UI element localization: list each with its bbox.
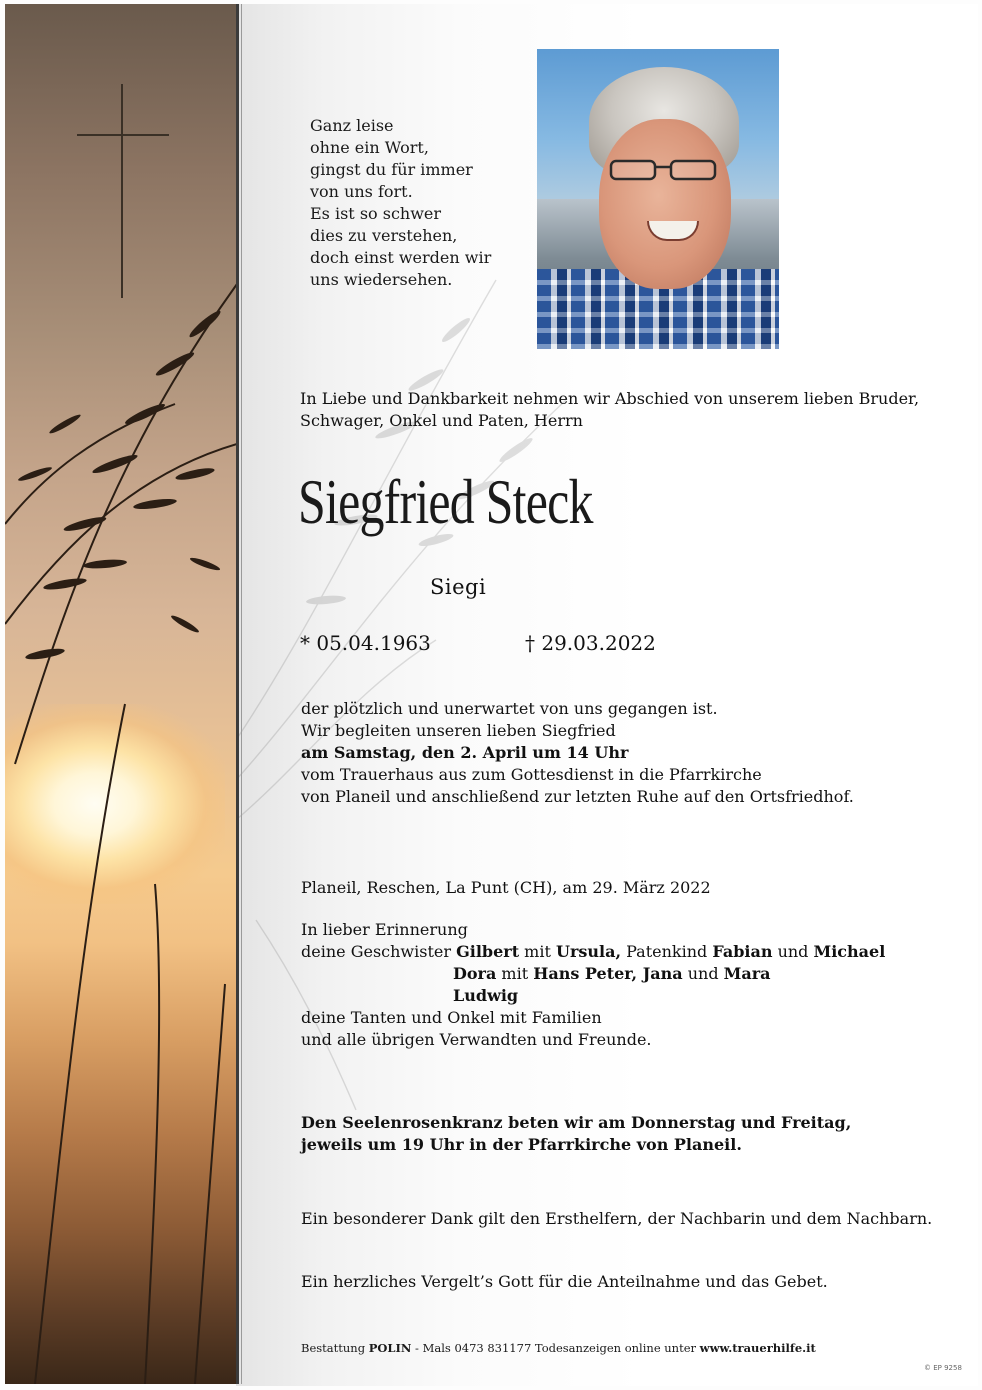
announcement-line: von Planeil und anschließend zur letzten Ruhe auf den Ortsfriedhof. bbox=[301, 787, 854, 806]
family-row: Dora mit Hans Peter, Jana und Mara bbox=[453, 964, 771, 983]
family-row: und alle übrigen Verwandten und Freunde. bbox=[301, 1030, 652, 1049]
funeral-datetime: am Samstag, den 2. April um 14 Uhr bbox=[301, 743, 629, 762]
birth-star-icon: * bbox=[300, 631, 310, 655]
poem-line: ohne ein Wort, bbox=[310, 138, 429, 157]
poem bbox=[310, 115, 530, 291]
intro-line: Schwager, Onkel und Paten, Herrn bbox=[300, 411, 583, 430]
family-row: deine Tanten und Onkel mit Familien bbox=[301, 1008, 602, 1027]
strip-divider-thin bbox=[241, 4, 242, 1384]
family-name: Fabian bbox=[712, 942, 773, 961]
family-list bbox=[301, 919, 941, 1051]
family-row: deine Geschwister Gilbert mit Ursula, Patenkind Fabian und Michael bbox=[301, 942, 886, 961]
funeral-announcement bbox=[301, 698, 921, 808]
poem-line: uns wiedersehen. bbox=[310, 270, 453, 289]
death-cross-icon: † bbox=[525, 631, 535, 655]
poem-line: Ganz leise bbox=[310, 116, 394, 135]
announcement-line: der plötzlich und unerwartet von uns gegangen ist. bbox=[301, 699, 718, 718]
poem-line: dies zu verstehen, bbox=[310, 226, 458, 245]
cross-icon-horizontal bbox=[77, 134, 169, 136]
family-name: Michael bbox=[813, 942, 886, 961]
cross-icon-vertical bbox=[121, 84, 123, 298]
poem-line: gingst du für immer bbox=[310, 160, 473, 179]
portrait-photo bbox=[537, 49, 779, 349]
family-name: Dora bbox=[453, 964, 497, 983]
website-link[interactable]: www.trauerhilfe.it bbox=[699, 1341, 816, 1355]
thanks-general: Ein herzliches Vergelt’s Gott für die Anteilnahme und das Gebet. bbox=[301, 1272, 828, 1291]
birth-date-line bbox=[300, 629, 431, 657]
intro-line: In Liebe und Dankbarkeit nehmen wir Abschied von unserem lieben Bruder, bbox=[300, 389, 920, 408]
funeral-company: POLIN bbox=[368, 1341, 412, 1355]
place-date: Planeil, Reschen, La Punt (CH), am 29. März 2022 bbox=[301, 878, 711, 897]
family-row bbox=[301, 985, 941, 1007]
deceased-nickname: Siegi bbox=[430, 575, 487, 599]
rosary-line: Den Seelenrosenkranz beten wir am Donnerstag und Freitag, bbox=[301, 1113, 852, 1132]
footer: Bestattung POLIN - Mals 0473 831177 Todesanzeigen online unter www.trauerhilfe.it bbox=[301, 1341, 816, 1355]
intro-text bbox=[300, 388, 920, 432]
glasses-icon bbox=[605, 157, 723, 183]
birth-date: 05.04.1963 bbox=[316, 631, 431, 655]
family-name: Hans Peter, Jana bbox=[533, 964, 683, 983]
thanks-helpers: Ein besonderer Dank gilt den Ersthelfern, der Nachbarin und dem Nachbarn. bbox=[301, 1209, 933, 1228]
family-name: Ludwig bbox=[453, 986, 519, 1005]
rosary-notice bbox=[301, 1112, 941, 1156]
death-date: 29.03.2022 bbox=[541, 631, 656, 655]
form-code: © EP 9258 bbox=[924, 1364, 962, 1372]
deceased-name: Siegfried Steck bbox=[298, 466, 593, 537]
poem-line: doch einst werden wir bbox=[310, 248, 492, 267]
poem-line: von uns fort. bbox=[310, 182, 413, 201]
poem-line: Es ist so schwer bbox=[310, 204, 442, 223]
family-name: Mara bbox=[723, 964, 771, 983]
face bbox=[599, 119, 731, 289]
announcement-line: vom Trauerhaus aus zum Gottesdienst in die Pfarrkirche bbox=[301, 765, 762, 784]
family-name: Gilbert bbox=[456, 942, 520, 961]
sunset-photo-strip bbox=[5, 4, 237, 1384]
announcement-line: Wir begleiten unseren lieben Siegfried bbox=[301, 721, 616, 740]
family-name: Ursula, bbox=[555, 942, 622, 961]
death-date-line bbox=[525, 629, 656, 657]
rosary-line: jeweils um 19 Uhr in der Pfarrkirche von Planeil. bbox=[301, 1135, 742, 1154]
family-heading: In lieber Erinnerung bbox=[301, 920, 468, 939]
strip-divider bbox=[236, 4, 239, 1384]
